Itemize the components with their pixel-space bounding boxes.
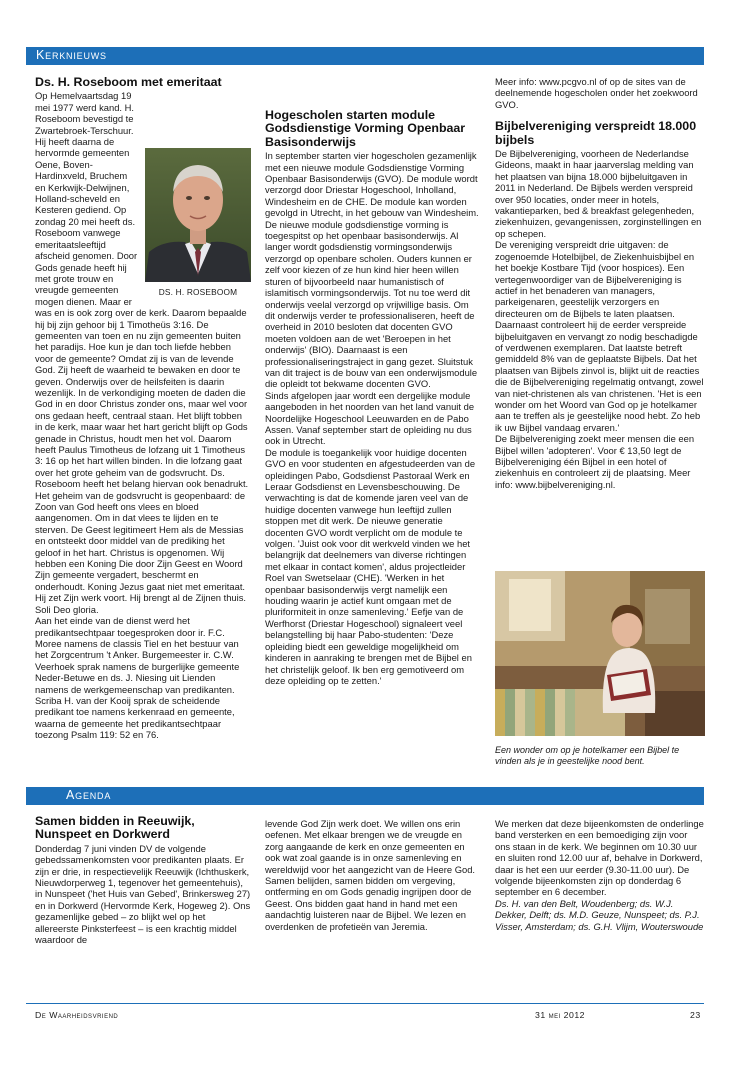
roseboom-photo-caption: DS. H. ROSEBOOM xyxy=(158,286,238,297)
agenda-col2 xyxy=(265,818,481,932)
agenda-col3-text: We merken dat deze bijeenkomsten de onderlinge band versterken en een bemoediging zijn voor ons staan in de kerk. We beginnen om 10.30 uur en sluiten rond 12.00 uur af, behalve in Dorkwerd, daar is het een uur eerder (9.30-11.00 uur). De volgende bijeenkomsten zijn op donderdag 6 september en 6 december. xyxy=(495,818,704,898)
article-bijbelvereniging-para1: De Bijbelvereniging, voorheen de Nederlandse Gideons, maakt in haar jaarverslag melding van het plaatsen van bijna 18.000 bijbeluitgaven in 2011 in Nederland. De Bijbels werden verspreid over 950 locaties, onder meer in hotels, vakantieparken, bed & breakfast gelegenheden, ziekenhuizen, gevangenissen, zorginstellingen en op schepen. xyxy=(495,148,702,239)
agenda-col1-text: Donderdag 7 juni vinden DV de volgende gebedssamenkomsten voor predikanten plaats. Er zijn er drie, in respectievelijk Reeuwijk (Ichthuskerk, Nieuwdorperweg 1, tegenover het gemeentehuis), in Nunspeet ('het Huis van Gebed', Brinkersweg 27) en in Dorkwerd (Hervormde Kerk, Hogeweg 2). Ons gezamenlijke gebed – zo blijkt wel op het allereerste Pinksterfeest – is een krachtig middel waardoor de xyxy=(35,842,251,946)
footer-date: 31 mei 2012 xyxy=(535,1010,585,1020)
article-hogescholen-headline: Hogescholen starten module Godsdienstige Vorming Openbaar Basisonderwijs xyxy=(265,108,466,149)
column2-continuation-space xyxy=(265,76,481,109)
hotel-bible-caption: Een wonder om op je hotelkamer een Bijbel te vinden als je in geestelijke nood bent. xyxy=(495,745,680,766)
article-roseboom-headline: Ds. H. Roseboom met emeritaat xyxy=(35,75,222,89)
hotel-bible-figure xyxy=(495,571,705,767)
article-bijbelvereniging-headline: Bijbelvereniging verspreidt 18.000 bijbels xyxy=(495,119,697,147)
agenda-headline: Samen bidden in Reeuwijk, Nunspeet en Dorkwerd xyxy=(35,814,195,842)
footer-rule xyxy=(26,1003,704,1004)
agenda-section-bar xyxy=(26,787,704,805)
article-bijbelvereniging xyxy=(495,76,705,490)
hotel-bible-photo xyxy=(495,571,705,736)
article-hogescholen-para5: Meer info: www.pcgvo.nl of op de sites van de deelnemende hogescholen onder het zoekwoord GVO. xyxy=(495,76,698,110)
article-roseboom xyxy=(35,76,251,741)
agenda-section-label: Agenda xyxy=(66,788,112,802)
article-hogescholen-para2: De nieuwe module godsdienstige vorming is toegespitst op het openbaar basisonderwijs. Al langer wordt godsdienstig vormingsonderwijs verzorgd op openbare scholen. Ouders kunnen er zelf voor kiezen of ze hun kind hier heen willen sturen of bijvoorbeeld naar humanistisch of islamitisch vormingsonderwijs. Tot nu toe werd dit onderwijs veelal verzorgd op vrijwillige basis. Om dit onderwijs verder te professionaliseren, heeft de overheid in 2010 besloten dat docenten GVO moeten voldoen aan de wet 'Beroepen in het onderwijs' (BIO). Daarnaast is een professionaliseringstraject in gang gezet. Sluitstuk van dit traject is de bouw van een onderwijsmodule die opleidt tot bekwame docenten GVO. xyxy=(265,218,478,390)
kerknieuws-section-bar xyxy=(26,47,704,65)
roseboom-portrait-photo xyxy=(145,148,251,282)
article-bijbelvereniging-para3: De Bijbelvereniging zoekt meer mensen die een Bijbel willen 'adopteren'. Voor € 13,50 legt de Bijbelvereniging één Bijbel in een hotel of ziekenhuis en controleert zij de plaatsing. Meer info: www.bijbelvereniging.nl. xyxy=(495,433,695,490)
article-hogescholen-para3: Sinds afgelopen jaar wordt een dergelijke module aangeboden in het noorden van het land vanuit de Noordelijke Hogeschool Leeuwarden en de Pabo Assen. Vanaf september start de opleiding nu dus ook in Utrecht. xyxy=(265,389,475,447)
roseboom-photo-figure xyxy=(145,148,251,298)
agenda-col1 xyxy=(35,815,251,945)
article-roseboom-para2: Aan het einde van de dienst werd het predikantsechtpaar toegesproken door ir. F.C. Moree namens de classis Tiel en het bestuur van het Zorgcentrum 't Anker. Burgemeester ir. C.W. Veerhoek sprak namens de burgerlijke gemeente Neder-Betuwe en ds. J. Niesing uit Lienden namens de werkgemeenschap van predikanten. Scriba H. van der Kooij sprak de scheidende predikant toe namens kerkenraad en gemeente, waarna de gemeente het predikantsechtpaar toezong Psalm 119: 52 en 76. xyxy=(35,615,240,741)
article-hogescholen-para1: In september starten vier hogescholen gezamenlijk met een nieuwe module Godsdienstige Vorming Openbaar Basisonderwijs (GVO). De module wordt verzorgd door Driestar Hogeschool, Inholland, Windesheim en de CHE. De module kan worden gevolgd in Utrecht, in het gebouw van Windesheim. xyxy=(265,150,479,219)
article-roseboom-intro: Op Hemelvaartsdag 19 mei 1977 werd kand. H. Roseboom bevestigd te Zwartebroek-Terschuur. Hij heeft daarna de hervormde gemeenten Oene, Boven-Hardinxveld, Bruchem en Kerkwijk-Delwijnen, Holland-scheveld en Kesteren gediend. Op zondag 20 mei heeft ds. Roseboom vanwege emeritaatsleeftijd afscheid genomen. Door Gods genade heeft hij met grote trouw en vreugde gemeenten mogen dienen. Maar er was en is ook zorg over de kerk. Daarom bepaalde hij bij zijn gehoor bij 1 Timotheüs 3:16. De gemeenten van toen en nu zijn gemeenten buiten het paradijs. Hoe kun je dan toch liefde hebben voor de gemeente? Omdat zij is van de levende God. Zij heeft de waarheid te bewaken en door te geven. Onderwijs over de heilsfeiten is daarin wezenlijk. In de verkondiging moeten de daden die God in en door Christus zonder ons, maar wel voor ons gedaan heeft, centraal staan. Het blijft tobben in de kerk, maar waar het hart gericht blijft op Gods genade in Christus, houdt men het vol. Daarom heeft Paulus Timotheus de lofzang uit 1 Timotheus 3: 16 op het hart willen binden. In die lofzang gaat over het grote geheim van de godsvrucht. Ds. Roseboom heeft het belang hiervan ook benadrukt. Het geheim van de godsvrucht is geopenbaard: de Zoon van God heeft ons vlees en bloed aangenomen. Om in dat vlees te lijden en te sterven. De Geest legitimeert Hem als de Messias en ontsteekt door middel van de prediking het geloof in het hart. Christus is opgenomen. Wij hebben een Koning Die door Zijn Geest en Woord Zijn gemeente vergadert, beschermt en onderhoudt. Koning Jezus gaat niet met emeritaat. Hij zet Zijn werk voort. Hij brengt al de Zijnen thuis. Soli Deo gloria. xyxy=(35,90,249,615)
agenda-signers: Ds. H. van den Belt, Woudenberg; ds. W.J. Dekker, Delft; ds. M.D. Geuze, Nunspeet; ds. P.J. Visser, Amsterdam; ds. G.H. Vlijm, Wouterswoude xyxy=(495,897,704,932)
agenda-col2-text: levende God Zijn werk doet. We willen ons erin oefenen. Met elkaar brengen we de vreugde en zorg aangaande de kerk en onze gemeenten en ook wat zoal gaande is in onze samenleving en wereldwijd voor het aangezicht van de Heere God. Samen belijden, samen bidden om vergeving, ontferming en om Gods genadig ingrijpen door de Geest. Ons bidden gaat hand in hand met een aandachtig luisteren naar de Bijbel. We lezen en overdenken de profetieën van Jeremia. xyxy=(265,818,476,932)
article-hogescholen-para4: De module is toegankelijk voor huidige docenten GVO en voor studenten en afgestudeerden van de opleidingen Pabo, Godsdienst Pastoraal Werk en Leraar Godsdienst en Levensbeschouwing. De verwachting is dat de komende jaren veel van de huidige docenten vanwege hun leeftijd zullen stoppen met dit werk. De nieuwe generatie docenten GVO wordt verplicht om de module te volgen. 'Juist ook voor dit werkveld vinden we het belangrijk dat deelnemers van diverse richtingen met elkaar in contact komen', aldus projectleider Roel van Swetselaar (CHE). 'Werken in het openbaar basisonderwijs vergt namelijk een houding waarin je actief kunt omgaan met de pluriformiteit in onze samenleving.' Eefje van de Werfhorst (Driestar Hogeschool) signaleert veel belangstelling bij haar Pabo-studenten: 'Deze opleiding biedt een geweldige mogelijkheid om kinderen in aanraking te brengen met de Bijbel en het christelijk geloof. Ik ben erg gemotiveerd om deze opleiding op te zetten.' xyxy=(265,446,476,686)
kerknieuws-section-label: Kerknieuws xyxy=(36,48,107,62)
agenda-col3 xyxy=(495,818,705,932)
footer-page-number: 23 xyxy=(690,1010,701,1020)
footer-publication: De Waarheidsvriend xyxy=(35,1010,119,1020)
article-hogescholen xyxy=(265,76,481,686)
article-bijbelvereniging-para2: De vereniging verspreidt drie uitgaven: de zogenoemde Hotelbijbel, de Ziekenhuisbijbel en het boekje Kostbare Tijd (voor hospices). Een vertegenwoordiger van de Bijbelvereniging is actief in het benaderen van managers, parkeigenaren, geestelijk verzorgers en directeuren om de Bijbels te laten plaatsen. Daarnaast controleert hij de eerder verspreide bijbeluitgaven en vervangt zo nodig beschadigde of verdwenen exemplaren. Dat laatste betreft gemiddeld 8% van de geplaatste Bijbels. Dat het plaatsen van Bijbels zinvol is, blijkt uit de reacties die de Bijbelvereniging regelmatig ontvangt, zowel van niet-christenen als van christenen. 'Het is een wonder om het Woord van God op je hotelkamer aan te treffen als je geestelijke nood hebt. Zo heb ik uw Bijbel vandaag ervaren.' xyxy=(495,239,704,433)
